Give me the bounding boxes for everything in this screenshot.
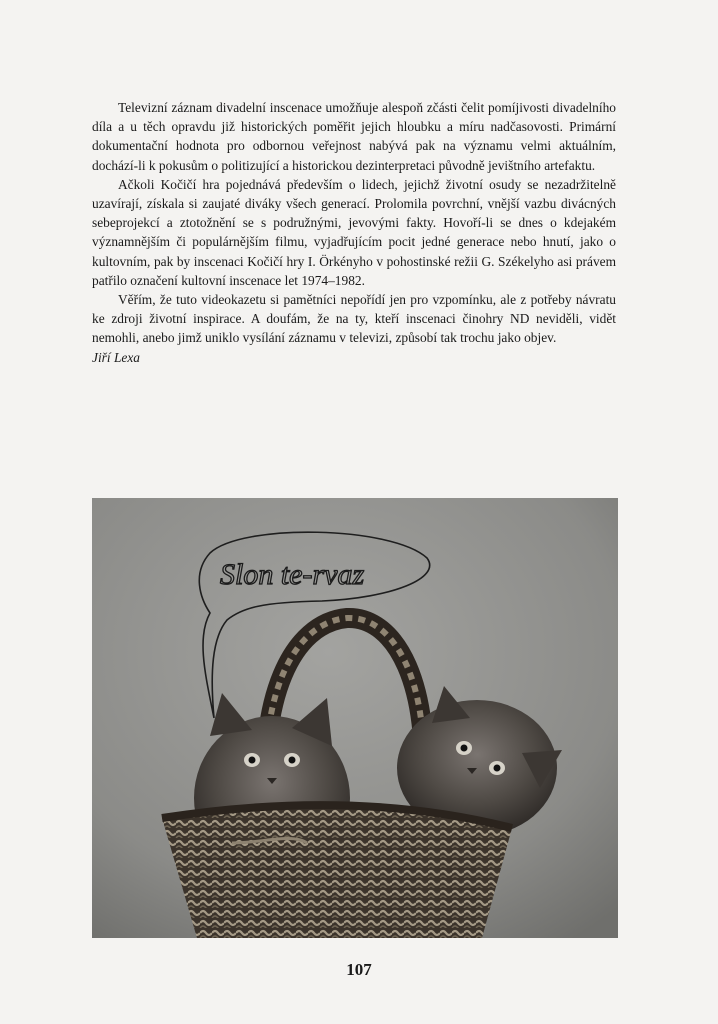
paragraph-2: Ačkoli Kočičí hra pojednává především o lidech, jejichž životní osudy se nezadržitelně uzavírají, získala si zaujaté diváky všech generací. Prolomila povrchní, vnější vazbu divácných sebeprojekcí a ztotožnění se s podružnými, jevovými fakty. Hovoří-li se dnes o kdejakém významnějším či populárnějším filmu, vyjadřujícím pocit jedné generace nebo hnutí, jako o kultovním, pak by inscenaci Kočičí hry I. Örkényho v pohostinské režii G. Székelyho asi právem patřilo označení kultovní inscenace let 1974–1982.: [92, 176, 616, 288]
kittens-photo: [92, 498, 618, 938]
kittens-in-basket-illustration: [92, 498, 618, 938]
paragraph-1: Televizní záznam divadelní inscenace umožňuje alespoň zčásti čelit pomíjivosti divadelního díla a u těch opravdu již historických poměřit jejich hloubku a míru nadčasovosti. Primární dokumentační hodnota pro odbornou veřejnost nabývá pak na významu velmi aktuálním, dochází-li k pokusům o politizující a historickou dezinterpretaci původně jevištního artefaktu.: [92, 100, 616, 173]
author-signature: Jiří Lexa: [92, 349, 140, 365]
speech-bubble-text: Slon te-rvaz: [220, 558, 365, 591]
article-text: [92, 98, 616, 367]
paragraph-3: Věřím, že tuto videokazetu si pamětníci nepořídí jen pro vzpomínku, ale z potřeby návratu ke zdroji životní inspirace. A doufám, že na ty, kteří inscenaci činohry ND neviděli, vidět nemohli, anebo jimž uniklo vysílání záznamu v televizi, způsobí tak trochu jako objev.: [92, 292, 616, 346]
wicker-basket: [162, 805, 512, 938]
page-number: 107: [346, 960, 372, 979]
